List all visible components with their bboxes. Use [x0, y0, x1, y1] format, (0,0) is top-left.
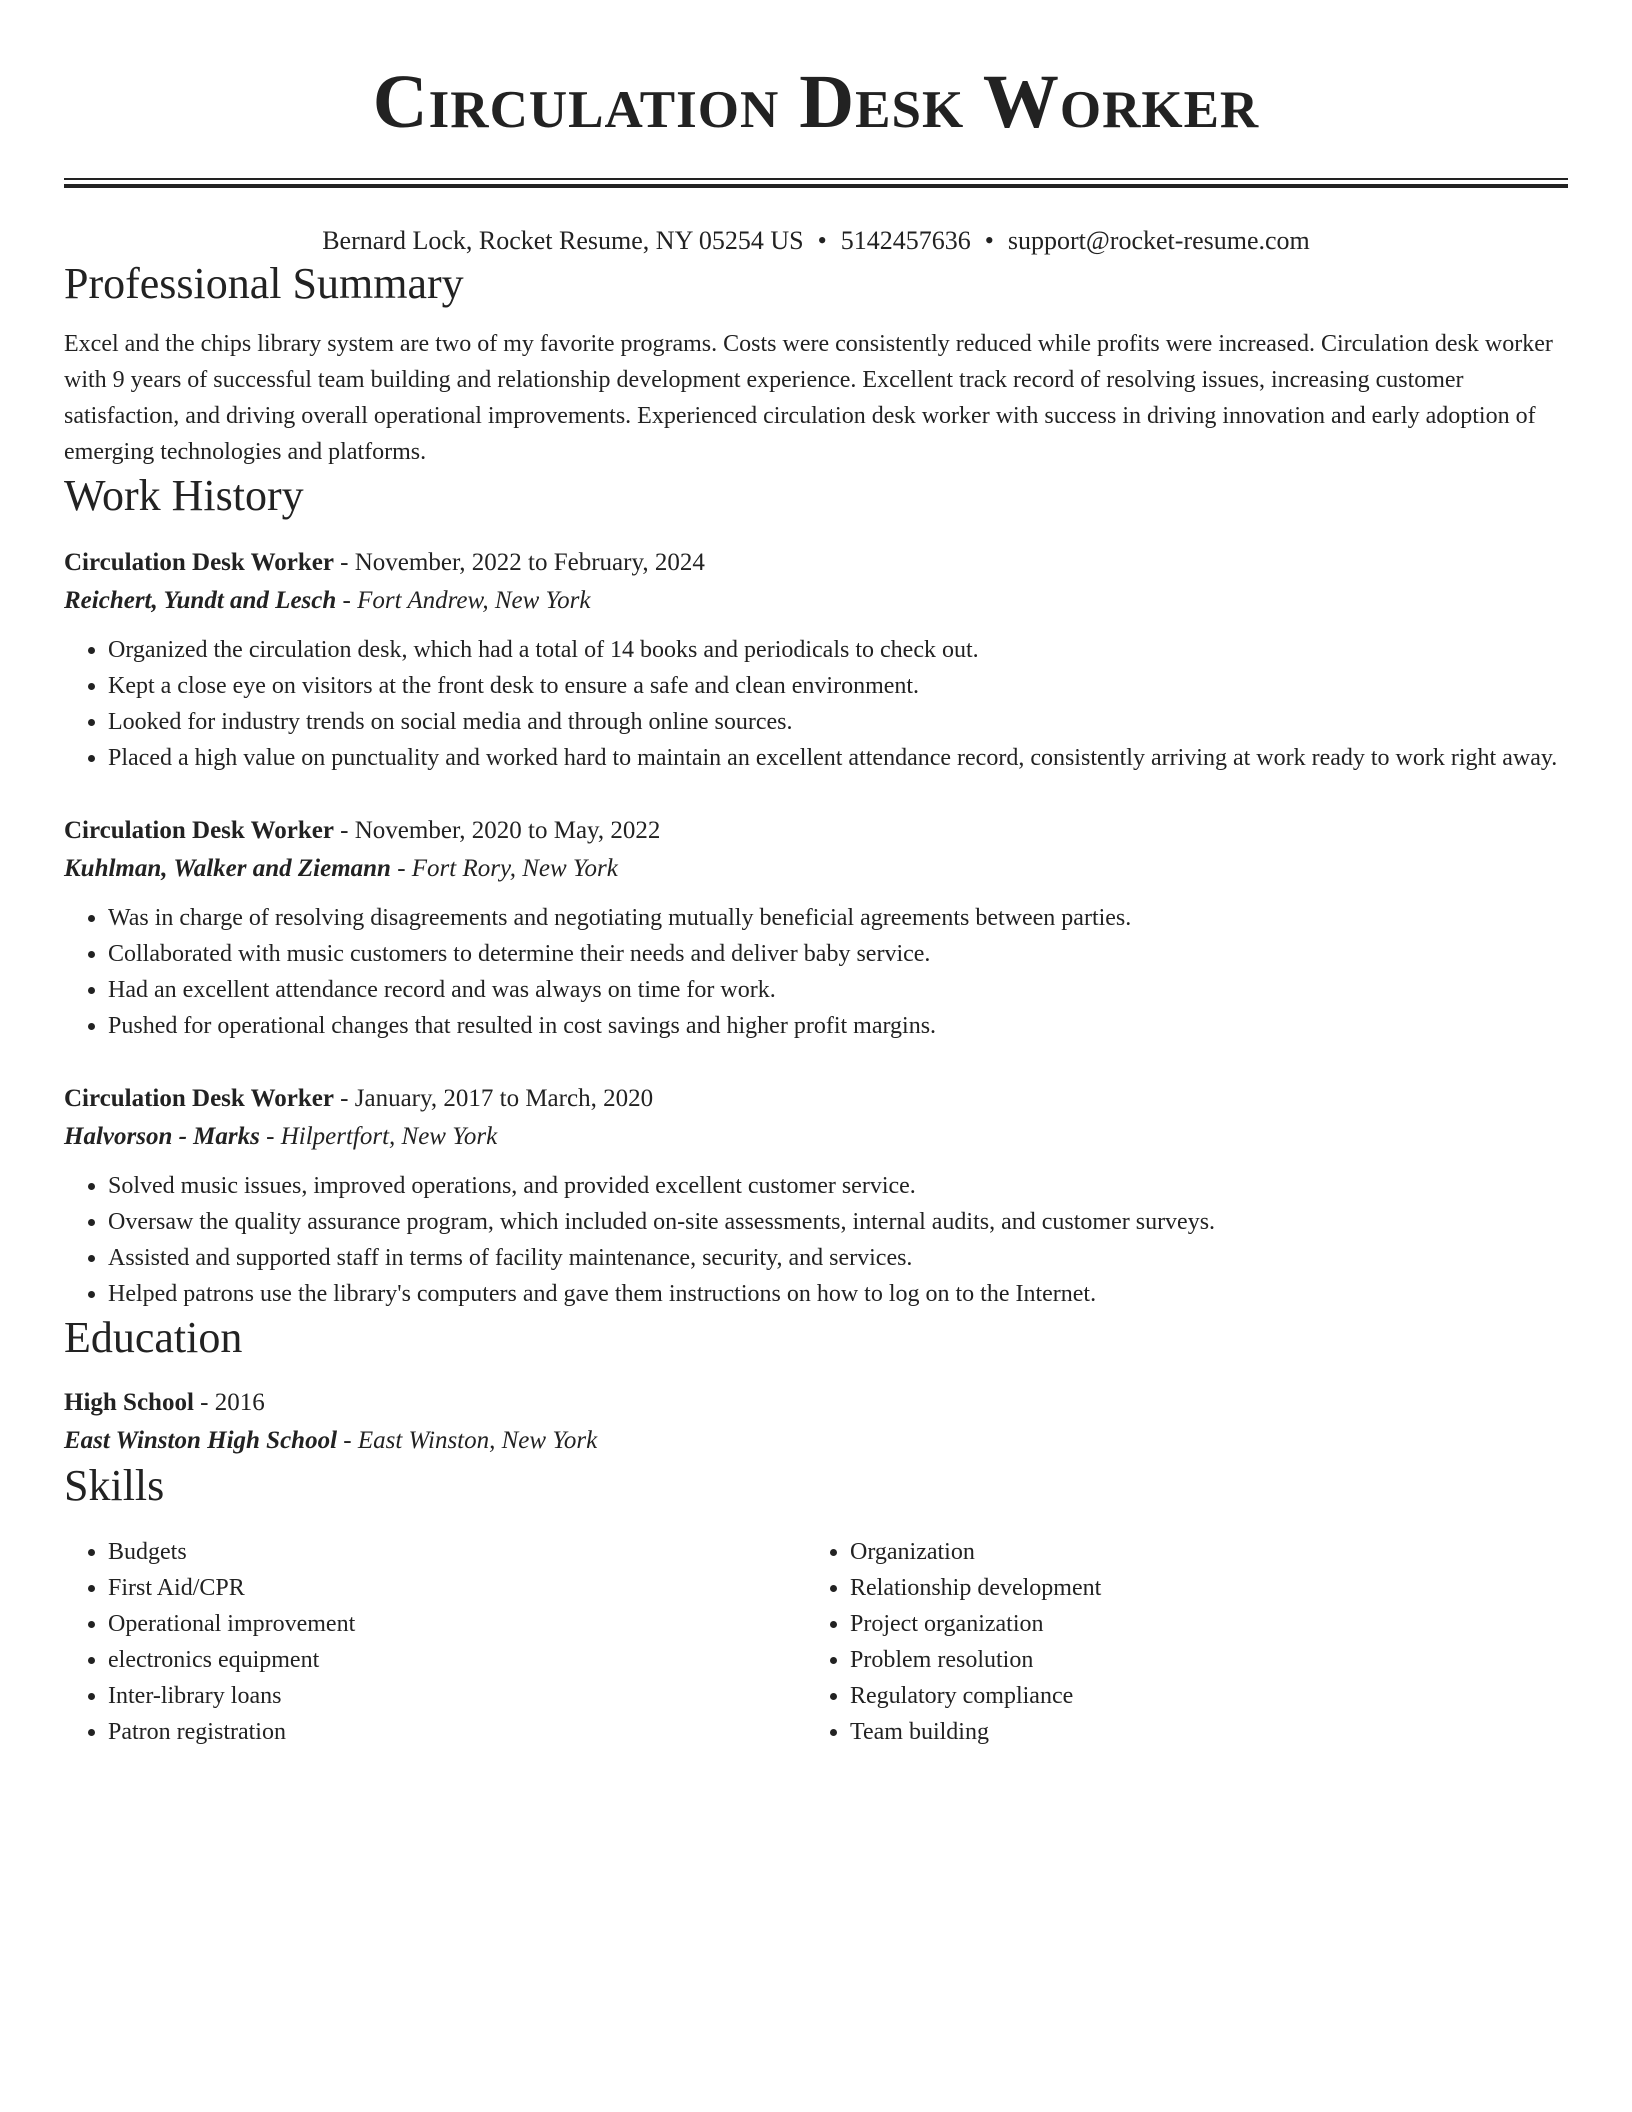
job-company-line: [64, 1118, 1568, 1156]
job-bullet: • Was in charge of resolving disagreements and negotiating mutually beneficial agreements between parties.: [108, 900, 1568, 936]
skills-heading: Skills: [64, 1461, 165, 1510]
summary-text: Excel and the chips library system are two of my favorite programs. Costs were consistently reduced while profits were increased. Circulation desk worker with 9 years of successful team building and relationship development experience. Excellent track record of resolving issues, increasing customer satisfaction, and driving overall operational improvements. Experienced circulation desk worker with success in driving innovation and early adoption of emerging technologies and platforms.: [64, 331, 1553, 465]
job-dates: - November, 2022 to February, 2024: [333, 549, 705, 576]
job-bullet: • Had an excellent attendance record and was always on time for work.: [108, 972, 1568, 1008]
job-title: Circulation Desk Worker: [64, 817, 334, 844]
job-bullet: • Collaborated with music customers to determine their needs and deliver baby service.: [108, 936, 1568, 972]
education-school: East Winston High School: [64, 1427, 338, 1454]
education-location: - East Winston, New York: [337, 1427, 598, 1454]
contact-separator: •: [984, 226, 994, 255]
job-company: Reichert, Yundt and Lesch: [64, 587, 337, 614]
job-company: Kuhlman, Walker and Ziemann: [64, 855, 391, 882]
job-bullet: • Pushed for operational changes that resulted in cost savings and higher profit margins.: [108, 1008, 1568, 1044]
job-company-line: [64, 582, 1568, 620]
page-title: Circulation Desk Worker: [372, 60, 1260, 144]
job-title: Circulation Desk Worker: [64, 1085, 334, 1112]
skill-item: • Budgets: [108, 1534, 806, 1570]
skill-item: • electronics equipment: [108, 1642, 806, 1678]
job-bullet: • Oversaw the quality assurance program, which included on-site assessments, internal audits, and customer surveys.: [108, 1204, 1568, 1240]
skills-list-right: [806, 1534, 1548, 1750]
skill-item: • Relationship development: [850, 1570, 1548, 1606]
contact-separator: •: [817, 226, 827, 255]
work-history-heading: Work History: [64, 471, 304, 520]
job-dates: - January, 2017 to March, 2020: [333, 1085, 654, 1112]
job-bullet: • Assisted and supported staff in terms of facility maintenance, security, and services.: [108, 1240, 1568, 1276]
job-entry: [64, 544, 1568, 776]
contact-phone: 5142457636: [840, 226, 971, 255]
job-bullets: [64, 900, 1568, 1044]
education-degree: High School: [64, 1389, 194, 1416]
job-bullet: • Kept a close eye on visitors at the front desk to ensure a safe and clean environment.: [108, 668, 1568, 704]
contact-address: Bernard Lock, Rocket Resume, NY 05254 US: [322, 226, 804, 255]
job-title-line: [64, 544, 1568, 582]
job-title: Circulation Desk Worker: [64, 549, 334, 576]
contact-email: support@rocket-resume.com: [1007, 226, 1310, 255]
skill-item: • Project organization: [850, 1606, 1548, 1642]
job-location: - Fort Andrew, New York: [336, 587, 591, 614]
job-bullet: • Organized the circulation desk, which had a total of 14 books and periodicals to check out.: [108, 632, 1568, 668]
skills-columns: [64, 1534, 1568, 1750]
skill-item: • Organization: [850, 1534, 1548, 1570]
skill-item: • Patron registration: [108, 1714, 806, 1750]
education-year: - 2016: [193, 1389, 265, 1416]
title-divider: [64, 178, 1568, 188]
education-school-line: [64, 1422, 1568, 1460]
job-company-line: [64, 850, 1568, 888]
skill-item: • Inter-library loans: [108, 1678, 806, 1714]
contact-line: [64, 224, 1568, 258]
job-location: - Fort Rory, New York: [390, 855, 618, 882]
skill-item: • First Aid/CPR: [108, 1570, 806, 1606]
job-bullet: • Placed a high value on punctuality and worked hard to maintain an excellent attendance record, consistently arriving at work ready to work right away.: [108, 740, 1568, 776]
job-entry: [64, 1080, 1568, 1312]
job-bullet: • Looked for industry trends on social media and through online sources.: [108, 704, 1568, 740]
job-title-line: [64, 1080, 1568, 1118]
education-entry: [64, 1384, 1568, 1460]
job-bullets: [64, 1168, 1568, 1312]
job-dates: - November, 2020 to May, 2022: [333, 817, 661, 844]
job-bullet: • Helped patrons use the library's computers and gave them instructions on how to log on to the Internet.: [108, 1276, 1568, 1312]
skill-item: • Team building: [850, 1714, 1548, 1750]
job-location: - Hilpertfort, New York: [259, 1123, 498, 1150]
skill-item: • Problem resolution: [850, 1642, 1548, 1678]
education-degree-line: [64, 1384, 1568, 1422]
job-company: Halvorson - Marks: [64, 1123, 260, 1150]
job-title-line: [64, 812, 1568, 850]
job-bullet: • Solved music issues, improved operations, and provided excellent customer service.: [108, 1168, 1568, 1204]
education-heading: Education: [64, 1313, 243, 1362]
skill-item: • Operational improvement: [108, 1606, 806, 1642]
job-entry: [64, 812, 1568, 1044]
skills-list-left: [64, 1534, 806, 1750]
skill-item: • Regulatory compliance: [850, 1678, 1548, 1714]
summary-heading: Professional Summary: [64, 259, 464, 308]
job-bullets: [64, 632, 1568, 776]
